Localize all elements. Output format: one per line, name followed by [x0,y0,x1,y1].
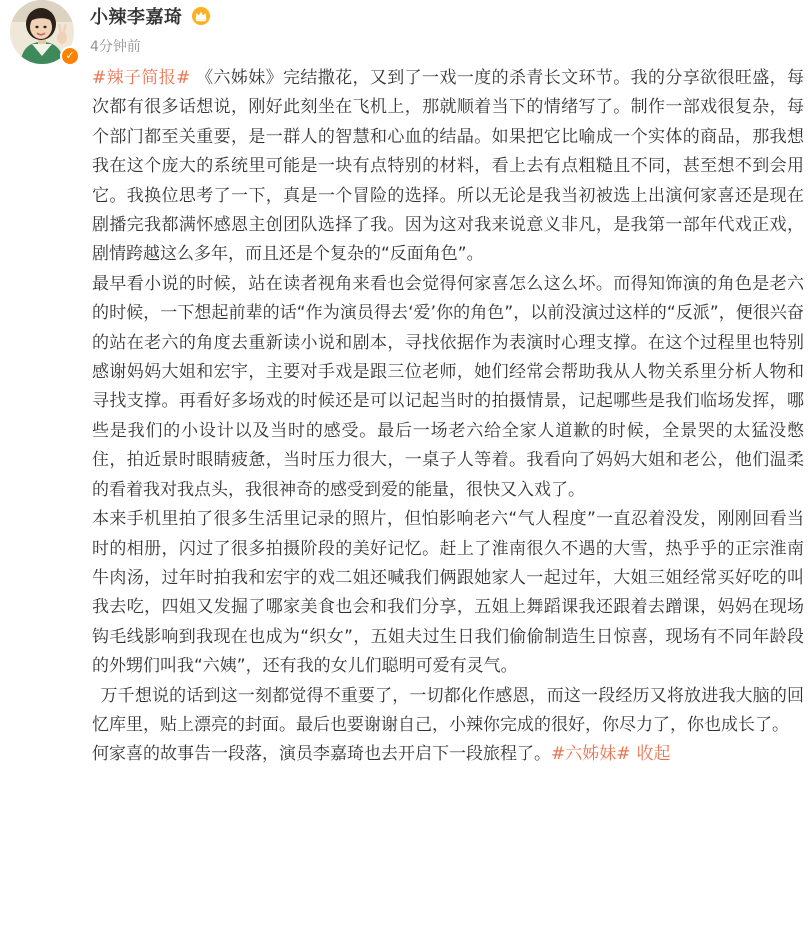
hashtag-link[interactable]: #辣子简报# [92,68,191,88]
post-content [92,64,804,770]
paragraph-5 [92,740,804,769]
member-crown-icon[interactable] [191,6,211,26]
paragraph-1-text: 《六姊妹》完结撒花，又到了一戏一度的杀青长文环节。我的分享欲很旺盛，每次都有很多话想说，刚好此刻坐在飞机上，那就顺着当下的情绪写了。制作一部戏很复杂，每个部门都至关重要，是一群人的智慧和心血的结晶。如果把它比喻成一个实体的商品，那我想我在这个庞大的系统里可能是一块有点特别的材料，看上去有点粗糙且不同，甚至想不到会用它。我换位思考了一下，真是一个冒险的选择。所以无论是我当初被选上出演何家喜还是现在剧播完我都满怀感恩主创团队选择了我。因为这对我来说意义非凡，是我第一部年代戏正戏，剧情跨越这么多年，而且还是个复杂的“反面角色”。 [92,68,804,265]
paragraph-2: 最早看小说的时候，站在读者视角来看也会觉得何家喜怎么这么坏。而得知饰演的角色是老六的时候，一下想起前辈的话“作为演员得去‘爱’你的角色”，以前没演过这样的“反派”，便很兴奋的站在老六的角度去重新读小说和剧本，寻找依据作为表演时心理支撑。在这个过程里也特别感谢妈妈大姐和宏宇，主要对手戏是跟三位老师，她们经常会帮助我从人物关系里分析人物和寻找支撑。再看好多场戏的时候还是可以记起当时的拍摄情景，记起哪些是我们临场发挥，哪些是我们的小设计以及当时的感受。最后一场老六给全家人道歉的时候，全景哭的太猛没憋住，拍近景时眼睛疲惫，当时压力很大，一桌子人等着。我看向了妈妈大姐和老公，他们温柔的看着我对我点头，我很神奇的感受到爱的能量，很快又入戏了。 [92,273,804,500]
collapse-link[interactable]: 收起 [636,744,671,765]
paragraph-5-text: 何家喜的故事告一段落，演员李嘉琦也去开启下一段旅程了。 [92,744,551,765]
username-link[interactable]: 小辣李嘉琦 [90,7,183,28]
paragraph-4: 万千想说的话到这一刻都觉得不重要了，一切都化作感恩，而这一段经历又将放进我大脑的回忆库里，贴上漂亮的封面。最后也要谢谢自己，小辣你完成的很好，你尽力了，你也成长了。 [92,685,804,735]
username-row [90,3,211,29]
post-header [10,0,800,64]
post-time[interactable]: 4分钟前 [90,39,141,55]
paragraph-3: 本来手机里拍了很多生活里记录的照片，但怕影响老六“气人程度”一直忍着没发，刚刚回看当时的相册，闪过了很多拍摄阶段的美好记忆。赶上了淮南很久不遇的大雪，热乎乎的正宗淮南牛肉汤，过年时拍我和宏宇的戏二姐还喊我们俩跟她家人一起过年，大姐三姐经常买好吃的叫我去吃，四姐又发掘了哪家美食也会和我们分享，五姐上舞蹈课我还跟着去蹭课，妈妈在现场钩毛线影响到我现在也成为“织女”，五姐夫过生日我们偷偷制造生日惊喜，现场有不同年龄段的外甥们叫我“六姨”，还有我的女儿们聪明可爱有灵气。 [92,509,804,677]
verified-badge-icon: ✓ [60,46,80,66]
avatar-container[interactable] [10,0,78,64]
hashtag-link-2[interactable]: #六姊妹# [551,744,631,765]
paragraph-1 [92,64,804,270]
